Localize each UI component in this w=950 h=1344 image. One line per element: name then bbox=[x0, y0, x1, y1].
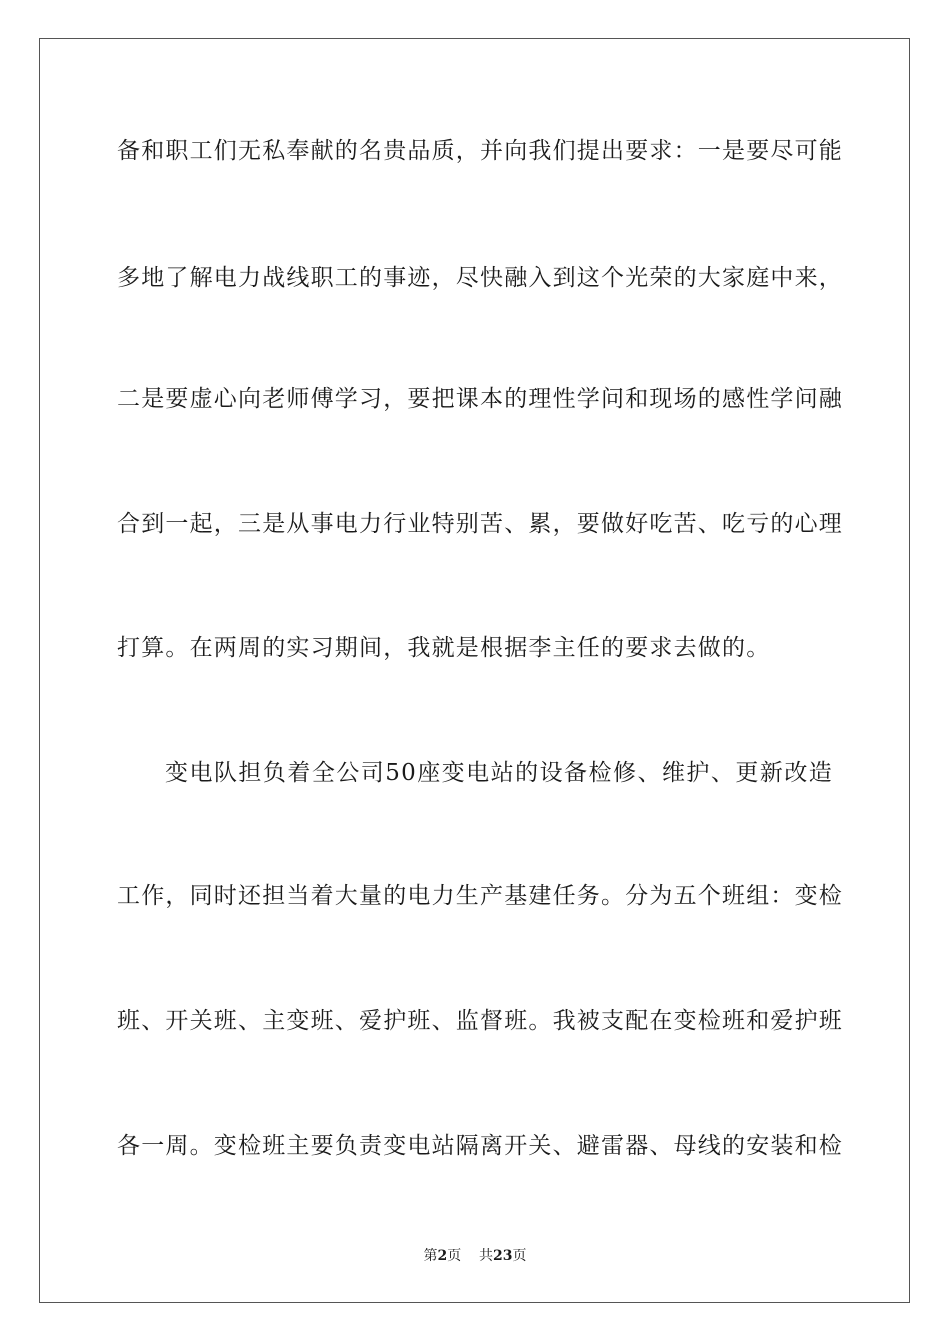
page-border bbox=[39, 38, 910, 1303]
footer-page-prefix: 第 bbox=[423, 1248, 438, 1264]
paragraph-first-line: 变电队担负着全公司50座变电站的设备检修、维护、更新改造 bbox=[165, 760, 833, 786]
page-footer bbox=[0, 1247, 950, 1265]
footer-total-suffix: 页 bbox=[512, 1248, 527, 1264]
text-line: 工作，同时还担当着大量的电力生产基建任务。分为五个班组：变检 bbox=[117, 883, 843, 909]
footer-page-number: 2 bbox=[437, 1248, 448, 1264]
footer-page-suffix: 页 bbox=[447, 1248, 462, 1264]
text-line: 二是要虚心向老师傅学习，要把课本的理性学问和现场的感性学问融 bbox=[117, 386, 843, 412]
text-line: 备和职工们无私奉献的名贵品质，并向我们提出要求：一是要尽可能 bbox=[117, 138, 843, 164]
text-line: 班、开关班、主变班、爱护班、监督班。我被支配在变检班和爱护班 bbox=[117, 1008, 843, 1034]
footer-total-prefix: 共 bbox=[479, 1248, 494, 1264]
text-line: 各一周。变检班主要负责变电站隔离开关、避雷器、母线的安装和检 bbox=[117, 1133, 843, 1159]
text-line: 合到一起，三是从事电力行业特别苦、累，要做好吃苦、吃亏的心理 bbox=[117, 511, 843, 537]
text-line: 打算。在两周的实习期间，我就是根据李主任的要求去做的。 bbox=[117, 635, 771, 661]
footer-total-pages: 23 bbox=[493, 1248, 513, 1264]
text-line: 多地了解电力战线职工的事迹，尽快融入到这个光荣的大家庭中来， bbox=[117, 265, 843, 291]
